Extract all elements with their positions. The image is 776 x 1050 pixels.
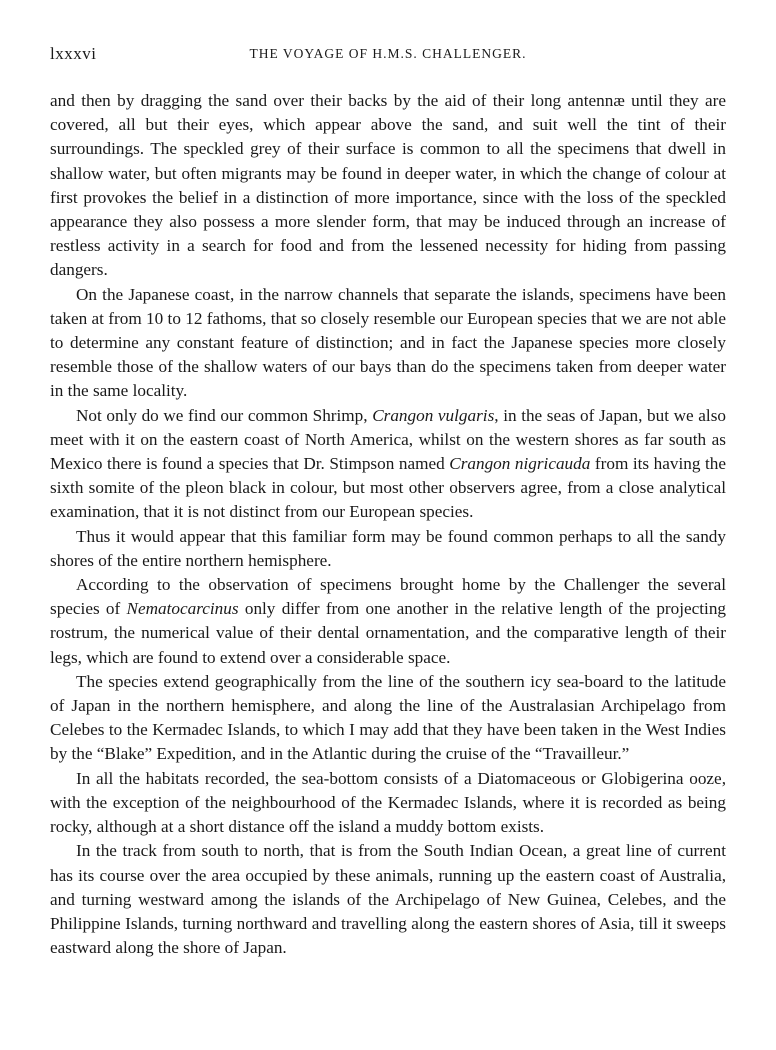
- genus-name: Nematocarcinus: [126, 599, 239, 619]
- paragraph: On the Japanese coast, in the narrow channels that separate the islands, specimens have been taken at from 10 to 12 fathoms, that so closely resemble our European species that we are not able to determine any constant feature of distinction; and in fact the Japanese species more closely resemble those of the shallow waters of our bays than do the specimens taken from deeper water in the same locality.: [50, 284, 726, 401]
- paragraph: In all the habitats recorded, the sea-bottom consists of a Diatomaceous or Globigerina ooze, with the exception of the neighbourhood of the Kermadec Islands, where it is recorded as being rocky, although at a short distance off the island a muddy bottom exists.: [50, 768, 726, 837]
- paragraph: According to the observation of specimens brought home by the Challenger the several species of Nematocarcinus only differ from one another in the relative length of the projecting rostrum, the numerical value of their dental ornamentation, and the comparative length of their legs, which are found to extend over a considerable space.: [50, 575, 727, 667]
- paragraph: Thus it would appear that this familiar form may be found common perhaps to all the sandy shores of the entire northern hemisphere.: [50, 526, 726, 570]
- running-head: [50, 44, 726, 78]
- paragraph: In the track from south to north, that is from the South Indian Ocean, a great line of current has its course over the area occupied by these animals, running up the eastern coast of Australia, and turning westward among the islands of the Archipelago of New Guinea, Celebes, and the Philippine Islands, turning northward and travelling along the eastern shores of Asia, till it sweeps eastward along the shore of Japan.: [50, 841, 726, 958]
- page: [50, 0, 726, 960]
- body-text: [50, 89, 726, 960]
- species-name: Crangon nigricauda: [449, 454, 591, 474]
- paragraph: and then by dragging the sand over their backs by the aid of their long antennæ until they are covered, all but their eyes, which appear above the sand, and suit well the tint of their surroundings. The speckled grey of their surface is common to all the specimens that dwell in shallow water, but often migrants may be found in deeper water, in which the change of colour at first provokes the belief in a distinction of more importance, since with the loss of the speckled appearance they also possess a more slender form, that may be induced through an increase of restless activity in a search for food and from the lessened necessity for hiding from passing dangers.: [50, 91, 726, 280]
- running-title: THE VOYAGE OF H.M.S. CHALLENGER.: [249, 46, 527, 61]
- page-number: lxxxvi: [50, 44, 97, 63]
- paragraph: The species extend geographically from the line of the southern icy sea-board to the latitude of Japan in the northern hemisphere, and along the line of the Australasian Archipelago from Celebes to the Kermadec Islands, to which I may add that they have been taken in the West Indies by the “Blake” Expedition, and in the Atlantic during the cruise of the “Travailleur.”: [50, 671, 726, 764]
- paragraph: Not only do we find our common Shrimp, Crangon vulgaris, in the seas of Japan, but we also meet with it on the eastern coast of North America, whilst on the western shores as far south as Mexico there is found a species that Dr. Stimpson named Crangon nigricauda from its having the sixth somite of the pleon black in colour, but most other observers agree, from a close analytical examination, that it is not distinct from our European species.: [50, 405, 726, 522]
- species-name: Crangon vulgaris: [372, 405, 495, 425]
